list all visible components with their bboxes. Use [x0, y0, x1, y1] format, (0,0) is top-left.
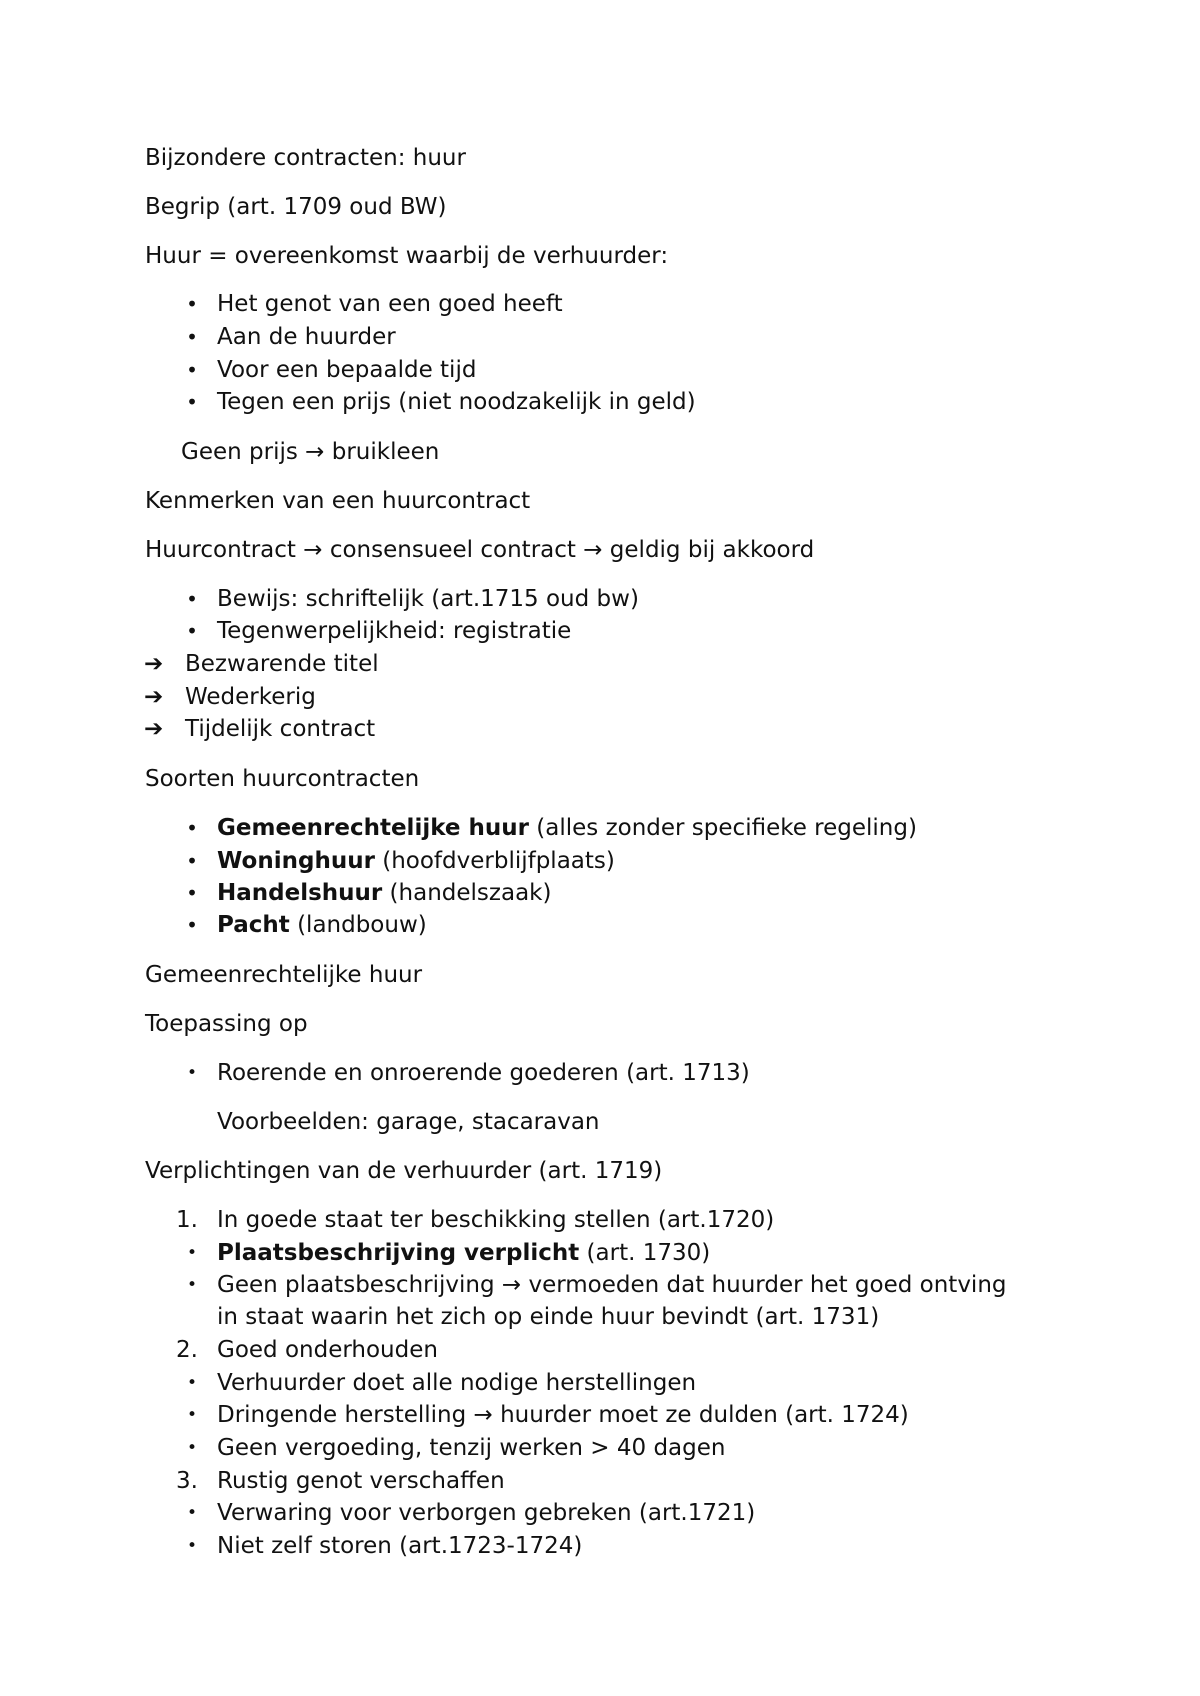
bullet-marker: •: [186, 1405, 198, 1425]
list-number: 3.: [176, 1468, 198, 1494]
list-item: [217, 878, 551, 908]
list-item-term: Gemeenrechtelijke huur: [217, 815, 529, 841]
bullet-marker: •: [186, 325, 198, 349]
bullet-marker: •: [186, 619, 198, 643]
soorten-heading: Soorten huurcontracten: [145, 766, 420, 792]
list-item: Roerende en onroerende goederen (art. 1713): [217, 1060, 750, 1086]
begrip-heading: Begrip (art. 1709 oud BW): [145, 194, 447, 220]
bullet-marker: •: [186, 881, 198, 905]
list-item: Verwaring voor verborgen gebreken (art.1721): [217, 1500, 756, 1526]
list-item: Geen vergoeding, tenzij werken > 40 dagen: [217, 1435, 726, 1461]
bullet-marker: •: [186, 1373, 198, 1393]
geen-prijs-note: Geen prijs → bruikleen: [181, 439, 440, 465]
list-item: Verhuurder doet alle nodige herstellingen: [217, 1370, 697, 1396]
list-number: 2.: [176, 1337, 198, 1363]
arrow-item: Wederkerig: [185, 684, 316, 710]
document-title: Bijzondere contracten: huur: [145, 145, 466, 171]
bullet-marker: •: [186, 358, 198, 382]
toepassing-heading: Toepassing op: [145, 1011, 308, 1037]
list-number: 1.: [176, 1207, 198, 1233]
arrow-icon: ➔: [144, 716, 164, 742]
bullet-marker: •: [186, 816, 198, 840]
bullet-marker: •: [186, 1063, 198, 1083]
bullet-marker: •: [186, 1243, 198, 1263]
arrow-icon: ➔: [144, 684, 164, 710]
bullet-marker: •: [186, 849, 198, 873]
gemeen-heading: Gemeenrechtelijke huur: [145, 962, 423, 988]
list-item-desc: (landbouw): [289, 912, 427, 938]
list-item-desc: (art. 1730): [579, 1240, 711, 1266]
list-item: [217, 846, 615, 876]
list-item-desc: (handelszaak): [382, 880, 552, 906]
list-item-term: Woninghuur: [217, 848, 375, 874]
list-item: Het genot van een goed heeft: [217, 291, 563, 317]
list-item: Bewijs: schriftelijk (art.1715 oud bw): [217, 586, 639, 612]
list-item: [217, 910, 427, 940]
list-item-continuation: in staat waarin het zich op einde huur bevindt (art. 1731): [217, 1304, 880, 1330]
bullet-marker: •: [186, 1503, 198, 1523]
list-item: Tegenwerpelijkheid: registratie: [217, 618, 572, 644]
list-item: [217, 813, 917, 843]
bullet-marker: •: [186, 390, 198, 414]
list-item: Dringende herstelling → huurder moet ze dulden (art. 1724): [217, 1402, 909, 1428]
list-item-term: Plaatsbeschrijving verplicht: [217, 1240, 580, 1266]
arrow-item: Bezwarende titel: [185, 651, 379, 677]
numbered-item: In goede staat ter beschikking stellen (art.1720): [217, 1207, 775, 1233]
list-item-term: Pacht: [217, 912, 290, 938]
list-item: Aan de huurder: [217, 324, 396, 350]
kenmerken-heading: Kenmerken van een huurcontract: [145, 488, 531, 514]
list-item: Voor een bepaalde tijd: [217, 357, 477, 383]
list-item: [217, 1238, 710, 1268]
bullet-marker: •: [186, 292, 198, 316]
list-item: Niet zelf storen (art.1723-1724): [217, 1533, 583, 1559]
arrow-icon: ➔: [144, 651, 164, 677]
list-item-desc: (alles zonder specifieke regeling): [528, 815, 917, 841]
bullet-marker: •: [186, 587, 198, 611]
list-item-term: Handelshuur: [217, 880, 383, 906]
bullet-marker: •: [186, 1536, 198, 1556]
numbered-item: Rustig genot verschaffen: [217, 1468, 505, 1494]
numbered-item: Goed onderhouden: [217, 1337, 438, 1363]
huur-definition: Huur = overeenkomst waarbij de verhuurder:: [145, 243, 669, 269]
arrow-item: Tijdelijk contract: [185, 716, 376, 742]
verplichtingen-heading: Verplichtingen van de verhuurder (art. 1719): [145, 1158, 663, 1184]
bullet-marker: •: [186, 1275, 198, 1295]
bullet-marker: •: [186, 913, 198, 937]
list-item: Tegen een prijs (niet noodzakelijk in geld): [217, 389, 696, 415]
huurcontract-line: Huurcontract → consensueel contract → geldig bij akkoord: [145, 537, 815, 563]
bullet-marker: •: [186, 1438, 198, 1458]
list-item: Geen plaatsbeschrijving → vermoeden dat huurder het goed ontving: [217, 1272, 1007, 1298]
voorbeelden-note: Voorbeelden: garage, stacaravan: [217, 1109, 600, 1135]
list-item-desc: (hoofdverblijfplaats): [374, 848, 615, 874]
